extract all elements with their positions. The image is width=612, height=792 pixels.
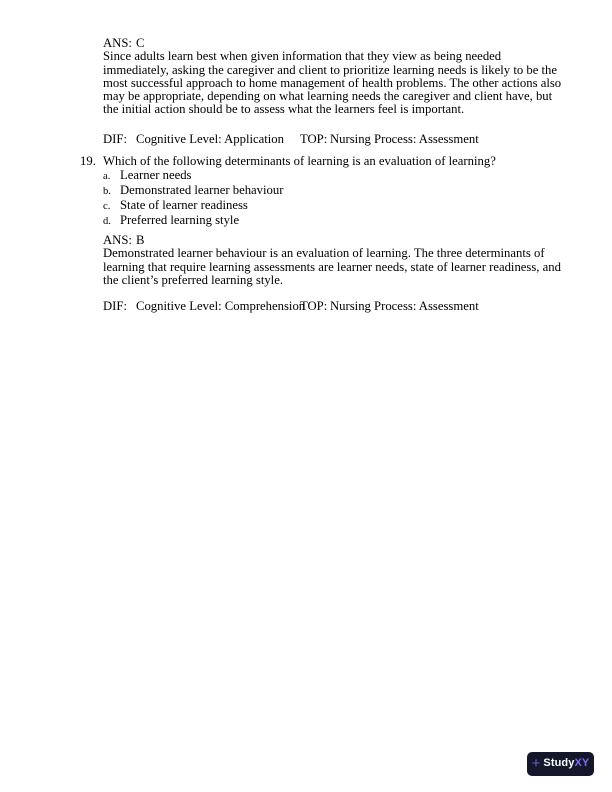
top-label: TOP: — [300, 132, 328, 146]
ans-value: C — [136, 36, 145, 50]
option-letter: b. — [103, 186, 111, 197]
ans-label: ANS: — [103, 233, 132, 247]
question-19 — [80, 155, 496, 168]
top-label: TOP: — [300, 299, 328, 313]
rationale-text: Since adults learn best when given information that they view as being needed immediately, asking the caregiver and client to prioritize learning needs is likely to be the most successful approach to home management of health problems. The other actions also may be appropriate, depending on what learning needs the caregiver and client have, but the initial action should be to assess what the learners feel is important. — [103, 49, 562, 117]
plus-icon: + — [531, 754, 541, 772]
answer-block-1 — [103, 37, 561, 117]
answer-line — [103, 37, 561, 50]
top-value: Nursing Process: Assessment — [330, 132, 479, 146]
option-text: Learner needs — [120, 168, 192, 182]
ans-value: B — [136, 233, 145, 247]
ans-label: ANS: — [103, 36, 132, 50]
option-a — [103, 169, 283, 184]
dif-top-line-1 — [103, 133, 479, 146]
option-d — [103, 214, 283, 229]
answer-block-2 — [103, 234, 561, 287]
option-text: Demonstrated learner behaviour — [120, 183, 284, 197]
answer-line — [103, 234, 561, 247]
dif-label: DIF: — [103, 132, 127, 146]
option-text: State of learner readiness — [120, 198, 248, 212]
option-b — [103, 184, 283, 199]
dif-value: Cognitive Level: Comprehension — [136, 299, 306, 313]
question-text: Which of the following determinants of learning is an evaluation of learning? — [103, 154, 496, 168]
option-text: Preferred learning style — [120, 213, 240, 227]
options-list — [103, 169, 283, 229]
option-letter: a. — [103, 171, 111, 182]
studyxy-logo-badge — [527, 752, 594, 776]
brand-name-primary: Study — [543, 757, 575, 770]
option-c — [103, 199, 283, 214]
brand-name-accent: XY — [574, 757, 590, 770]
option-letter: c. — [103, 201, 111, 212]
dif-top-line-2 — [103, 300, 479, 313]
dif-value: Cognitive Level: Application — [136, 132, 284, 146]
rationale-text: Demonstrated learner behaviour is an evaluation of learning. The three determinants of learning that require learning assessments are learner needs, state of learner readiness, and the client’s preferred learning style. — [103, 246, 561, 287]
question-number: 19. — [80, 154, 96, 168]
dif-label: DIF: — [103, 299, 127, 313]
option-letter: d. — [103, 216, 111, 227]
top-value: Nursing Process: Assessment — [330, 299, 479, 313]
